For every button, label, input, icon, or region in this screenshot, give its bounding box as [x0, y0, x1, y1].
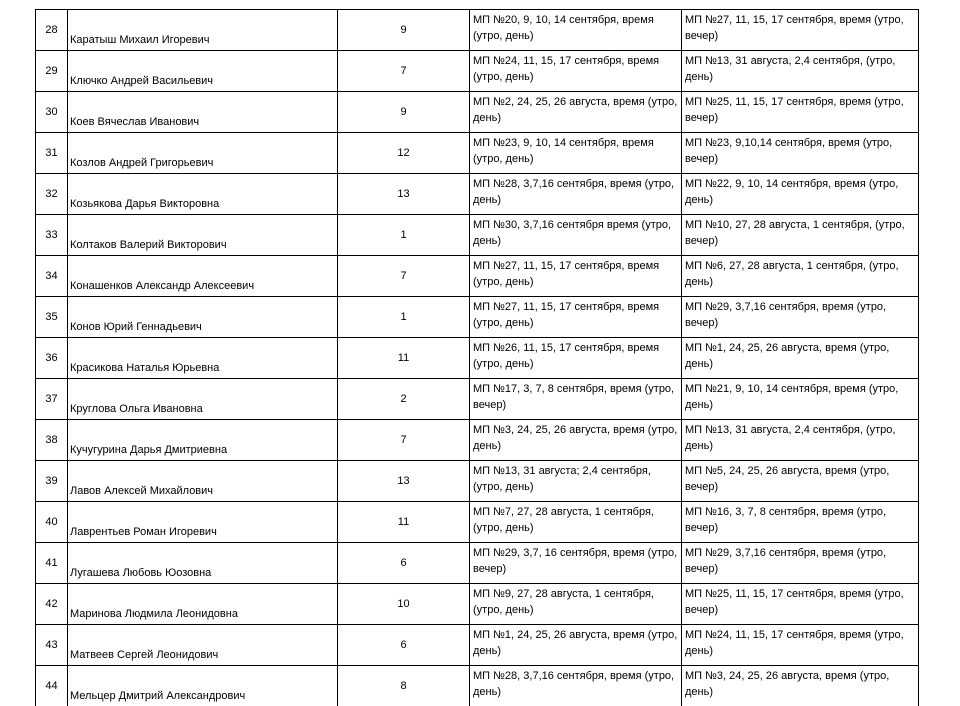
session-2-cell: МП №3, 24, 25, 26 августа, время (утро, день) [682, 666, 919, 706]
table-row [36, 584, 919, 625]
session-1-cell: МП №9, 27, 28 августа, 1 сентября, (утро, день) [470, 584, 682, 625]
row-number-cell: 31 [36, 133, 68, 174]
session-1-cell: МП №7, 27, 28 августа, 1 сентября, (утро, день) [470, 502, 682, 543]
table-body [36, 10, 919, 706]
score-cell: 13 [338, 461, 470, 502]
table-row [36, 502, 919, 543]
full-name-cell: Ключко Андрей Васильевич [68, 51, 338, 92]
row-number-cell: 32 [36, 174, 68, 215]
session-1-cell: МП №27, 11, 15, 17 сентября, время (утро, день) [470, 256, 682, 297]
table-row [36, 338, 919, 379]
session-2-cell: МП №10, 27, 28 августа, 1 сентября, (утро, вечер) [682, 215, 919, 256]
full-name-cell: Мельцер Дмитрий Александрович [68, 666, 338, 706]
session-2-cell: МП №29, 3,7,16 сентября, время (утро, вечер) [682, 297, 919, 338]
session-1-cell: МП №13, 31 августа; 2,4 сентября, (утро, день) [470, 461, 682, 502]
row-number-cell: 37 [36, 379, 68, 420]
full-name-cell: Козьякова Дарья Викторовна [68, 174, 338, 215]
row-number-cell: 35 [36, 297, 68, 338]
session-2-cell: МП №25, 11, 15, 17 сентября, время (утро, вечер) [682, 584, 919, 625]
session-1-cell: МП №20, 9, 10, 14 сентября, время (утро, день) [470, 10, 682, 51]
score-cell: 8 [338, 666, 470, 706]
session-1-cell: МП №3, 24, 25, 26 августа, время (утро, день) [470, 420, 682, 461]
session-1-cell: МП №27, 11, 15, 17 сентября, время (утро, день) [470, 297, 682, 338]
session-1-cell: МП №23, 9, 10, 14 сентября, время (утро, день) [470, 133, 682, 174]
full-name-cell: Козлов Андрей Григорьевич [68, 133, 338, 174]
row-number-cell: 33 [36, 215, 68, 256]
session-1-cell: МП №28, 3,7,16 сентября, время (утро, день) [470, 174, 682, 215]
row-number-cell: 28 [36, 10, 68, 51]
table-row [36, 133, 919, 174]
full-name-cell: Кучугурина Дарья Дмитриевна [68, 420, 338, 461]
full-name-cell: Конов Юрий Геннадьевич [68, 297, 338, 338]
table-row [36, 174, 919, 215]
score-cell: 2 [338, 379, 470, 420]
session-1-cell: МП №24, 11, 15, 17 сентября, время (утро, день) [470, 51, 682, 92]
score-cell: 11 [338, 502, 470, 543]
table-row [36, 92, 919, 133]
row-number-cell: 29 [36, 51, 68, 92]
session-1-cell: МП №28, 3,7,16 сентября, время (утро, день) [470, 666, 682, 706]
session-1-cell: МП №1, 24, 25, 26 августа, время (утро, день) [470, 625, 682, 666]
row-number-cell: 44 [36, 666, 68, 706]
full-name-cell: Лаврентьев Роман Игоревич [68, 502, 338, 543]
session-1-cell: МП №17, 3, 7, 8 сентября, время (утро, вечер) [470, 379, 682, 420]
score-cell: 10 [338, 584, 470, 625]
session-2-cell: МП №13, 31 августа, 2,4 сентября, (утро, день) [682, 420, 919, 461]
full-name-cell: Матвеев Сергей Леонидович [68, 625, 338, 666]
full-name-cell: Круглова Ольга Ивановна [68, 379, 338, 420]
table-row [36, 379, 919, 420]
score-cell: 6 [338, 543, 470, 584]
score-cell: 9 [338, 10, 470, 51]
session-2-cell: МП №5, 24, 25, 26 августа, время (утро, вечер) [682, 461, 919, 502]
row-number-cell: 40 [36, 502, 68, 543]
session-1-cell: МП №30, 3,7,16 сентября время (утро, день) [470, 215, 682, 256]
score-cell: 7 [338, 256, 470, 297]
full-name-cell: Колтаков Валерий Викторович [68, 215, 338, 256]
session-2-cell: МП №29, 3,7,16 сентября, время (утро, вечер) [682, 543, 919, 584]
table-row [36, 461, 919, 502]
participants-table [35, 9, 919, 706]
score-cell: 1 [338, 297, 470, 338]
table-row [36, 297, 919, 338]
row-number-cell: 36 [36, 338, 68, 379]
table-row [36, 256, 919, 297]
table-row [36, 215, 919, 256]
session-2-cell: МП №21, 9, 10, 14 сентября, время (утро, день) [682, 379, 919, 420]
score-cell: 1 [338, 215, 470, 256]
table-row [36, 625, 919, 666]
row-number-cell: 43 [36, 625, 68, 666]
row-number-cell: 41 [36, 543, 68, 584]
session-2-cell: МП №25, 11, 15, 17 сентября, время (утро, вечер) [682, 92, 919, 133]
session-1-cell: МП №2, 24, 25, 26 августа, время (утро, день) [470, 92, 682, 133]
full-name-cell: Коев Вячеслав Иванович [68, 92, 338, 133]
score-cell: 9 [338, 92, 470, 133]
score-cell: 11 [338, 338, 470, 379]
session-2-cell: МП №24, 11, 15, 17 сентября, время (утро, день) [682, 625, 919, 666]
session-2-cell: МП №27, 11, 15, 17 сентября, время (утро, вечер) [682, 10, 919, 51]
full-name-cell: Красикова Наталья Юрьевна [68, 338, 338, 379]
session-2-cell: МП №13, 31 августа, 2,4 сентября, (утро, день) [682, 51, 919, 92]
score-cell: 13 [338, 174, 470, 215]
table-row [36, 10, 919, 51]
score-cell: 12 [338, 133, 470, 174]
full-name-cell: Каратыш Михаил Игоревич [68, 10, 338, 51]
session-1-cell: МП №26, 11, 15, 17 сентября, время (утро, день) [470, 338, 682, 379]
session-2-cell: МП №22, 9, 10, 14 сентября, время (утро, день) [682, 174, 919, 215]
full-name-cell: Лугашева Любовь Юозовна [68, 543, 338, 584]
row-number-cell: 42 [36, 584, 68, 625]
session-1-cell: МП №29, 3,7, 16 сентября, время (утро, вечер) [470, 543, 682, 584]
table-row [36, 666, 919, 706]
score-cell: 6 [338, 625, 470, 666]
table-row [36, 543, 919, 584]
full-name-cell: Маринова Людмила Леонидовна [68, 584, 338, 625]
row-number-cell: 30 [36, 92, 68, 133]
session-2-cell: МП №23, 9,10,14 сентября, время (утро, вечер) [682, 133, 919, 174]
full-name-cell: Конашенков Александр Алексеевич [68, 256, 338, 297]
row-number-cell: 39 [36, 461, 68, 502]
session-2-cell: МП №16, 3, 7, 8 сентября, время (утро, вечер) [682, 502, 919, 543]
table-row [36, 51, 919, 92]
session-2-cell: МП №6, 27, 28 августа, 1 сентября, (утро, день) [682, 256, 919, 297]
table-row [36, 420, 919, 461]
score-cell: 7 [338, 420, 470, 461]
full-name-cell: Лавов Алексей Михайлович [68, 461, 338, 502]
score-cell: 7 [338, 51, 470, 92]
row-number-cell: 38 [36, 420, 68, 461]
row-number-cell: 34 [36, 256, 68, 297]
session-2-cell: МП №1, 24, 25, 26 августа, время (утро, день) [682, 338, 919, 379]
